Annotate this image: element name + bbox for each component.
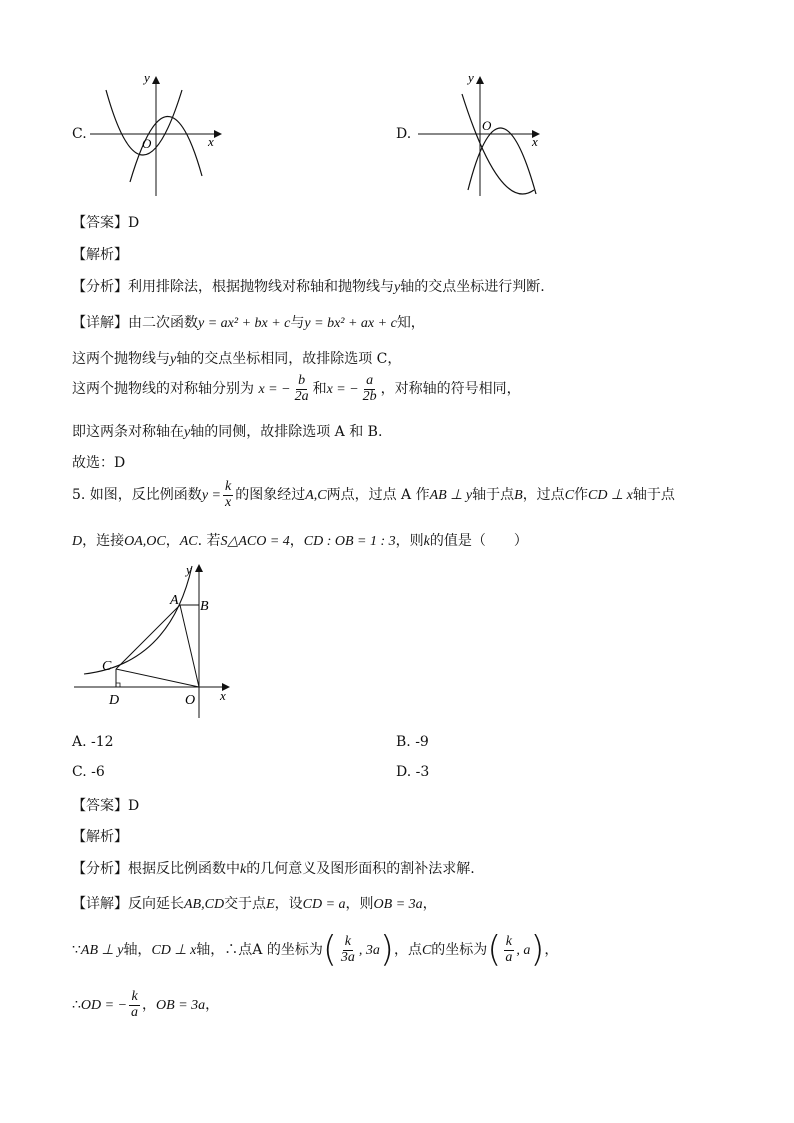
graph-option-c [90,70,230,200]
q5-answer: 【答案】D [72,798,140,814]
q5-option-c: C. -6 [72,764,105,780]
graph-d-x-label: x [532,134,538,149]
q5-option-b: B. -9 [396,734,429,750]
q5-detail-line2: ∵AB ⊥ y轴，CD ⊥ x轴，∴点A 的坐标为( $\frac{k}{3a}$ , 3a)，点C的坐标为( $\frac{k}{a}$ , a)， [72,929,559,970]
graph-d-y-label: y [468,70,474,85]
q5-detail-line1: 【详解】反向延长AB,CD交于点E，设CD = a，则OB = 3a， [72,896,437,912]
q4-detail-line2: 这两个抛物线与y轴的交点坐标相同，故排除选项 C， [72,351,402,367]
option-c-label: C. [72,126,87,142]
q5-fig-point-b: B [200,599,209,614]
fraction-k-3a: $\frac{k}{3a}$ [340,933,355,965]
q4-analysis-tag: 【解析】 [72,247,128,263]
q5-fig-origin: O [185,693,196,708]
fraction-a-2b: $\frac{a}{2b}$ [362,373,377,404]
q5-fig-point-a: A [170,593,179,608]
q5-fenxi: 【分析】根据反比例函数中k的几何意义及图形面积的割补法求解. [72,861,475,877]
q4-detail-line3: 这两个抛物线的对称轴分别为 x = − $\frac{b}{2a}$ 和x = − $\frac{a}{2b}$ ，对称轴的符号相同， [72,373,521,404]
q4-detail-line1: 【详解】由二次函数y = ax² + bx + c与y = bx² + ax + c知， [72,315,425,331]
q5-stem-line1: 5. 如图，反比例函数y = $\frac{k}{x}$ 的图象经过A,C两点，过点 A 作AB ⊥ y轴于点B，过点C作CD ⊥ x轴于点 [72,479,675,510]
q5-stem-line2: D，连接OA,OC，AC. 若S△ACO = 4，CD : OB = 1 : 3，则k的值是（ ） [72,533,528,549]
graph-d-origin-label: O [482,118,492,133]
q4-answer: 【答案】D [72,215,140,231]
fraction-k-x: $\frac{k}{x}$ [224,479,232,510]
q5-option-d: D. -3 [396,764,430,780]
q5-fig-y-label: y [186,562,192,577]
q5-fig-point-c: C [102,659,112,674]
q5-figure [70,560,240,725]
graph-option-d [412,70,552,200]
graph-c-origin-label: O [142,136,152,151]
q5-detail-line3: ∴OD = − $\frac{k}{a}$ ，OB = 3a， [72,989,220,1020]
option-d-label: D. [396,126,412,142]
fraction-k-a-od: $\frac{k}{a}$ [131,989,139,1020]
graph-c-x-label: x [208,134,214,149]
q5-fig-point-d: D [109,693,120,708]
q5-analysis-tag: 【解析】 [72,829,128,845]
q4-fenxi: 【分析】利用排除法，根据抛物线对称轴和抛物线与y轴的交点坐标进行判断. [72,279,545,295]
fraction-b-2a: $\frac{b}{2a}$ [294,373,309,404]
fraction-k-a: $\frac{k}{a}$ [505,933,513,965]
graph-c-y-label: y [144,70,150,85]
q5-fig-x-label: x [220,688,226,703]
q4-choice: 故选：D [72,455,126,471]
q5-option-a: A. -12 [72,734,114,750]
q4-detail-line4: 即这两条对称轴在y轴的同侧，故排除选项 A 和 B. [72,424,383,440]
